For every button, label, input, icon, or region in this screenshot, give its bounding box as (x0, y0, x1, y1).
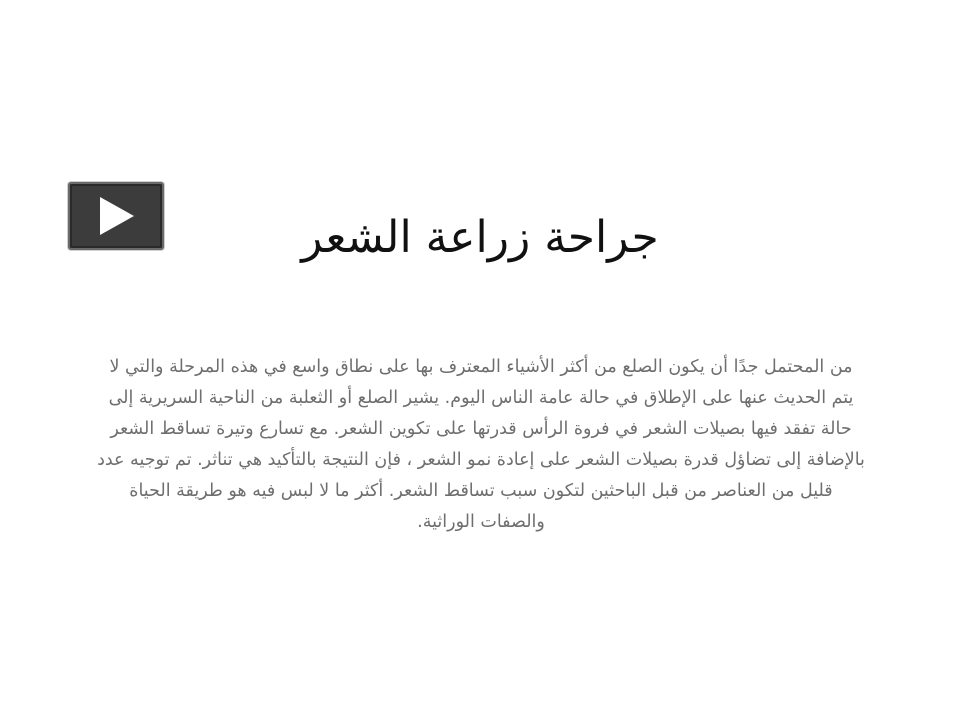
slide-body-text: من المحتمل جدًا أن يكون الصلع من أكثر الأشياء المعترف بها على نطاق واسع في هذه المرحلة والتي لا يتم الحديث عنها على الإطلاق في حالة عامة الناس اليوم. يشير الصلع أو الثعلبة من الناحية السريرية إلى حالة تفقد فيها بصيلات الشعر في فروة الرأس قدرتها على تكوين الشعر. مع تسارع وتيرة تساقط الشعر بالإضافة إلى تضاؤل قدرة بصيلات الشعر على إعادة نمو الشعر ، فإن النتيجة بالتأكيد هي تناثر. تم توجيه عدد قليل من العناصر من قبل الباحثين لتكون سبب تساقط الشعر. أكثر ما لا لبس فيه هو طريقة الحياة والصفات الوراثية. (97, 357, 865, 532)
play-icon (100, 197, 134, 235)
play-button[interactable] (68, 182, 164, 250)
slide-title: جراحة زراعة الشعر (301, 212, 659, 263)
